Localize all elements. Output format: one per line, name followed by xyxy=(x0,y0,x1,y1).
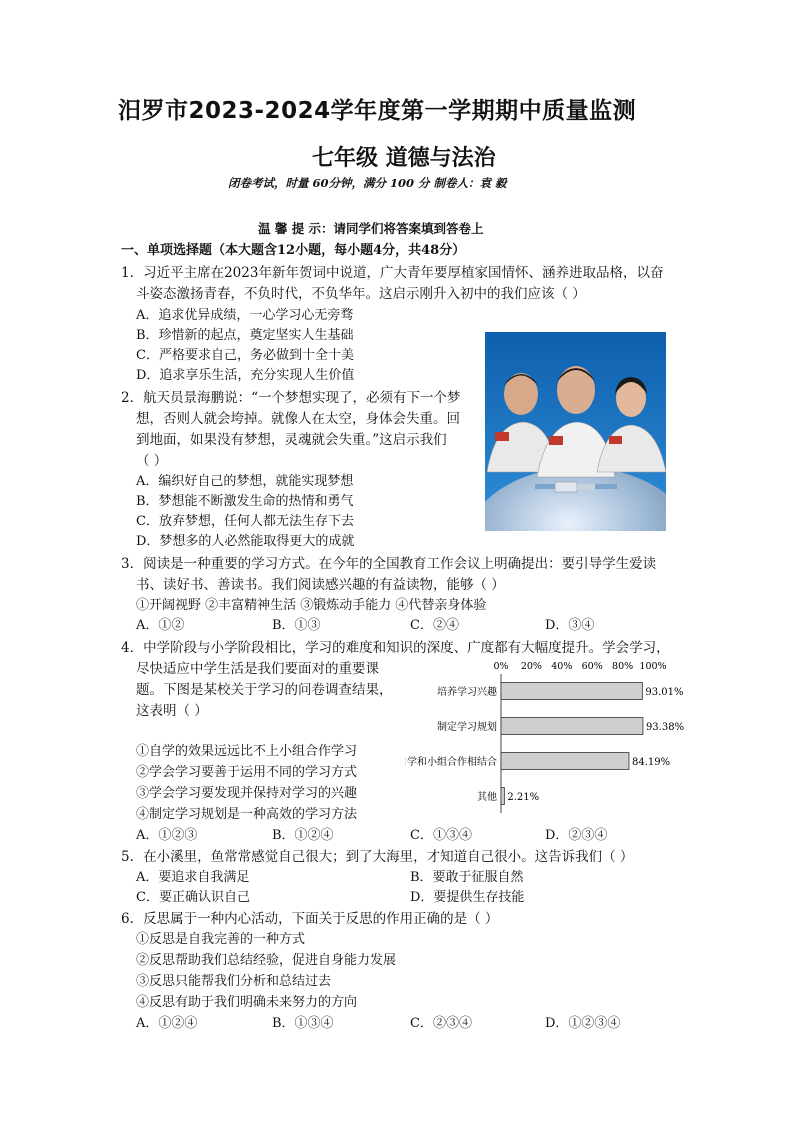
q5-option-a: A．要追求自我满足 xyxy=(136,870,250,885)
chart-value-label: 2.21% xyxy=(507,792,540,803)
q5-option-c: C．要正确认识自己 xyxy=(136,890,250,905)
chart-bar xyxy=(501,788,504,805)
q5-option-d: D．要提供生存技能 xyxy=(410,890,525,905)
q6-statement-2: ②反思帮助我们总结经验，促进自身能力发展 xyxy=(136,953,397,968)
q6-option-a: A．①②④ xyxy=(136,1016,198,1031)
q4-statement-2: ②学会学习要善于运用不同的学习方式 xyxy=(136,765,358,780)
q2-line2: 想，否则人就会垮掉。就像人在太空，身体会失重。回 xyxy=(136,411,460,427)
chart-value-label: 84.19% xyxy=(631,757,671,768)
q2-option-b: B．梦想能不断激发生命的热情和勇气 xyxy=(136,494,354,509)
q3-option-b: B．①③ xyxy=(272,618,321,633)
q6-option-b: B．①③④ xyxy=(272,1016,334,1031)
q3-option-c: C．②④ xyxy=(410,618,459,633)
q4-statement-3: ③学会学习要发现并保持对学习的兴趣 xyxy=(136,786,358,801)
exam-tip: 温 馨 提 示：请同学们将答案填到答卷上 xyxy=(258,221,484,236)
q2-option-c: C．放弃梦想，任何人都无法生存下去 xyxy=(136,514,354,529)
q1-line1: 1．习近平主席在2023年新年贺词中说道，广大青年要厚植家国情怀、涵养进取品格，以奋 xyxy=(121,265,664,281)
q3-line2: 书、读好书、善读书。我们阅读感兴趣的有益读物，能够（ ） xyxy=(136,577,505,593)
q4-option-c: C．①③④ xyxy=(410,828,472,843)
chart-value-label: 93.38% xyxy=(645,722,685,733)
q2-line3: 到地面，如果没有梦想，灵魂就会失重。”这启示我们 xyxy=(136,432,447,448)
q4-statement-1: ①自学的效果远远比不上小组合作学习 xyxy=(136,744,358,759)
q4-line2: 尽快适应中学生活是我们要面对的重要课 xyxy=(136,661,379,677)
chart-bar xyxy=(501,683,642,700)
q5-option-b: B．要敢于征服自然 xyxy=(410,870,524,885)
survey-chart xyxy=(405,658,695,813)
chart-tick-label: 80% xyxy=(612,661,634,672)
q2-option-d: D．梦想多的人必然能取得更大的成就 xyxy=(136,534,355,549)
q6-statement-4: ④反思有助于我们明确未来努力的方向 xyxy=(136,995,358,1010)
q5-line1: 5．在小溪里，鱼常常感觉自己很大；到了大海里，才知道自己很小。这告诉我们（ ） xyxy=(121,849,634,865)
section-heading: 一、单项选择题（本大题含12小题，每小题4分，共48分） xyxy=(121,243,466,258)
q4-option-b: B．①②④ xyxy=(272,828,334,843)
exam-subtitle: 七年级 道德与法治 xyxy=(312,146,496,171)
q6-option-d: D．①②③④ xyxy=(545,1016,621,1031)
exam-meta: 闭卷考试，时量 60分钟，满分 100 分 制卷人：袁 毅 xyxy=(228,176,507,190)
q1-line2: 斗姿态激扬青春，不负时代，不负华年。这启示刚升入初中的我们应该（ ） xyxy=(136,286,586,302)
q6-statement-1: ①反思是自我完善的一种方式 xyxy=(136,932,306,947)
q4-line1: 4．中学阶段与小学阶段相比，学习的难度和知识的深度、广度都有大幅度提升。学会学习， xyxy=(121,640,670,656)
q4-statement-4: ④制定学习规划是一种高效的学习方法 xyxy=(136,807,358,822)
q3-items: ①开阔视野 ②丰富精神生活 ③锻炼动手能力 ④代替亲身体验 xyxy=(136,598,487,613)
q6-statement-3: ③反思只能帮我们分析和总结过去 xyxy=(136,974,332,989)
chart-tick-label: 100% xyxy=(639,661,667,672)
q6-line1: 6．反思属于一种内心活动，下面关于反思的作用正确的是（ ） xyxy=(121,911,499,927)
chart-bar xyxy=(501,753,629,770)
q1-option-a: A．追求优异成绩，一心学习心无旁骛 xyxy=(136,308,354,323)
q2-line1: 2．航天员景海鹏说：“一个梦想实现了，必须有下一个梦 xyxy=(121,390,461,406)
q1-option-d: D．追求享乐生活，充分实现人生价值 xyxy=(136,368,355,383)
chart-tick-label: 20% xyxy=(520,661,542,672)
chart-tick-label: 60% xyxy=(581,661,603,672)
q3-option-a: A．①② xyxy=(136,618,185,633)
q4-option-d: D．②③④ xyxy=(545,828,608,843)
chart-tick-label: 40% xyxy=(551,661,573,672)
q3-line1: 3．阅读是一种重要的学习方式。在今年的全国教育工作会议上明确提出：要引导学生爱读 xyxy=(121,556,657,572)
astronauts-photo xyxy=(485,332,666,531)
q4-line3: 题。下图是某校关于学习的问卷调查结果， xyxy=(136,682,393,698)
chart-category-label: 培养学习兴趣 xyxy=(437,687,497,698)
q1-option-c: C．严格要求自己，务必做到十全十美 xyxy=(136,348,354,363)
chart-tick-label: 0% xyxy=(493,661,509,672)
q1-option-b: B．珍惜新的起点，奠定坚实人生基础 xyxy=(136,328,354,343)
chart-value-label: 93.01% xyxy=(645,687,684,698)
q3-option-d: D．③④ xyxy=(545,618,595,633)
q2-line4: （ ） xyxy=(136,453,168,469)
q2-option-a: A．编织好自己的梦想，就能实现梦想 xyxy=(136,474,354,489)
chart-category-label: 自学和小组合作相结合 xyxy=(405,757,497,768)
chart-category-label: 其他 xyxy=(477,792,497,803)
q6-option-c: C．②③④ xyxy=(410,1016,472,1031)
chart-category-label: 制定学习规划 xyxy=(437,722,497,733)
chart-bar xyxy=(501,718,643,735)
q4-line4: 这表明（ ） xyxy=(136,703,208,719)
q4-option-a: A．①②③ xyxy=(136,828,198,843)
exam-title: 汨罗市2023-2024学年度第一学期期中质量监测 xyxy=(118,98,637,124)
